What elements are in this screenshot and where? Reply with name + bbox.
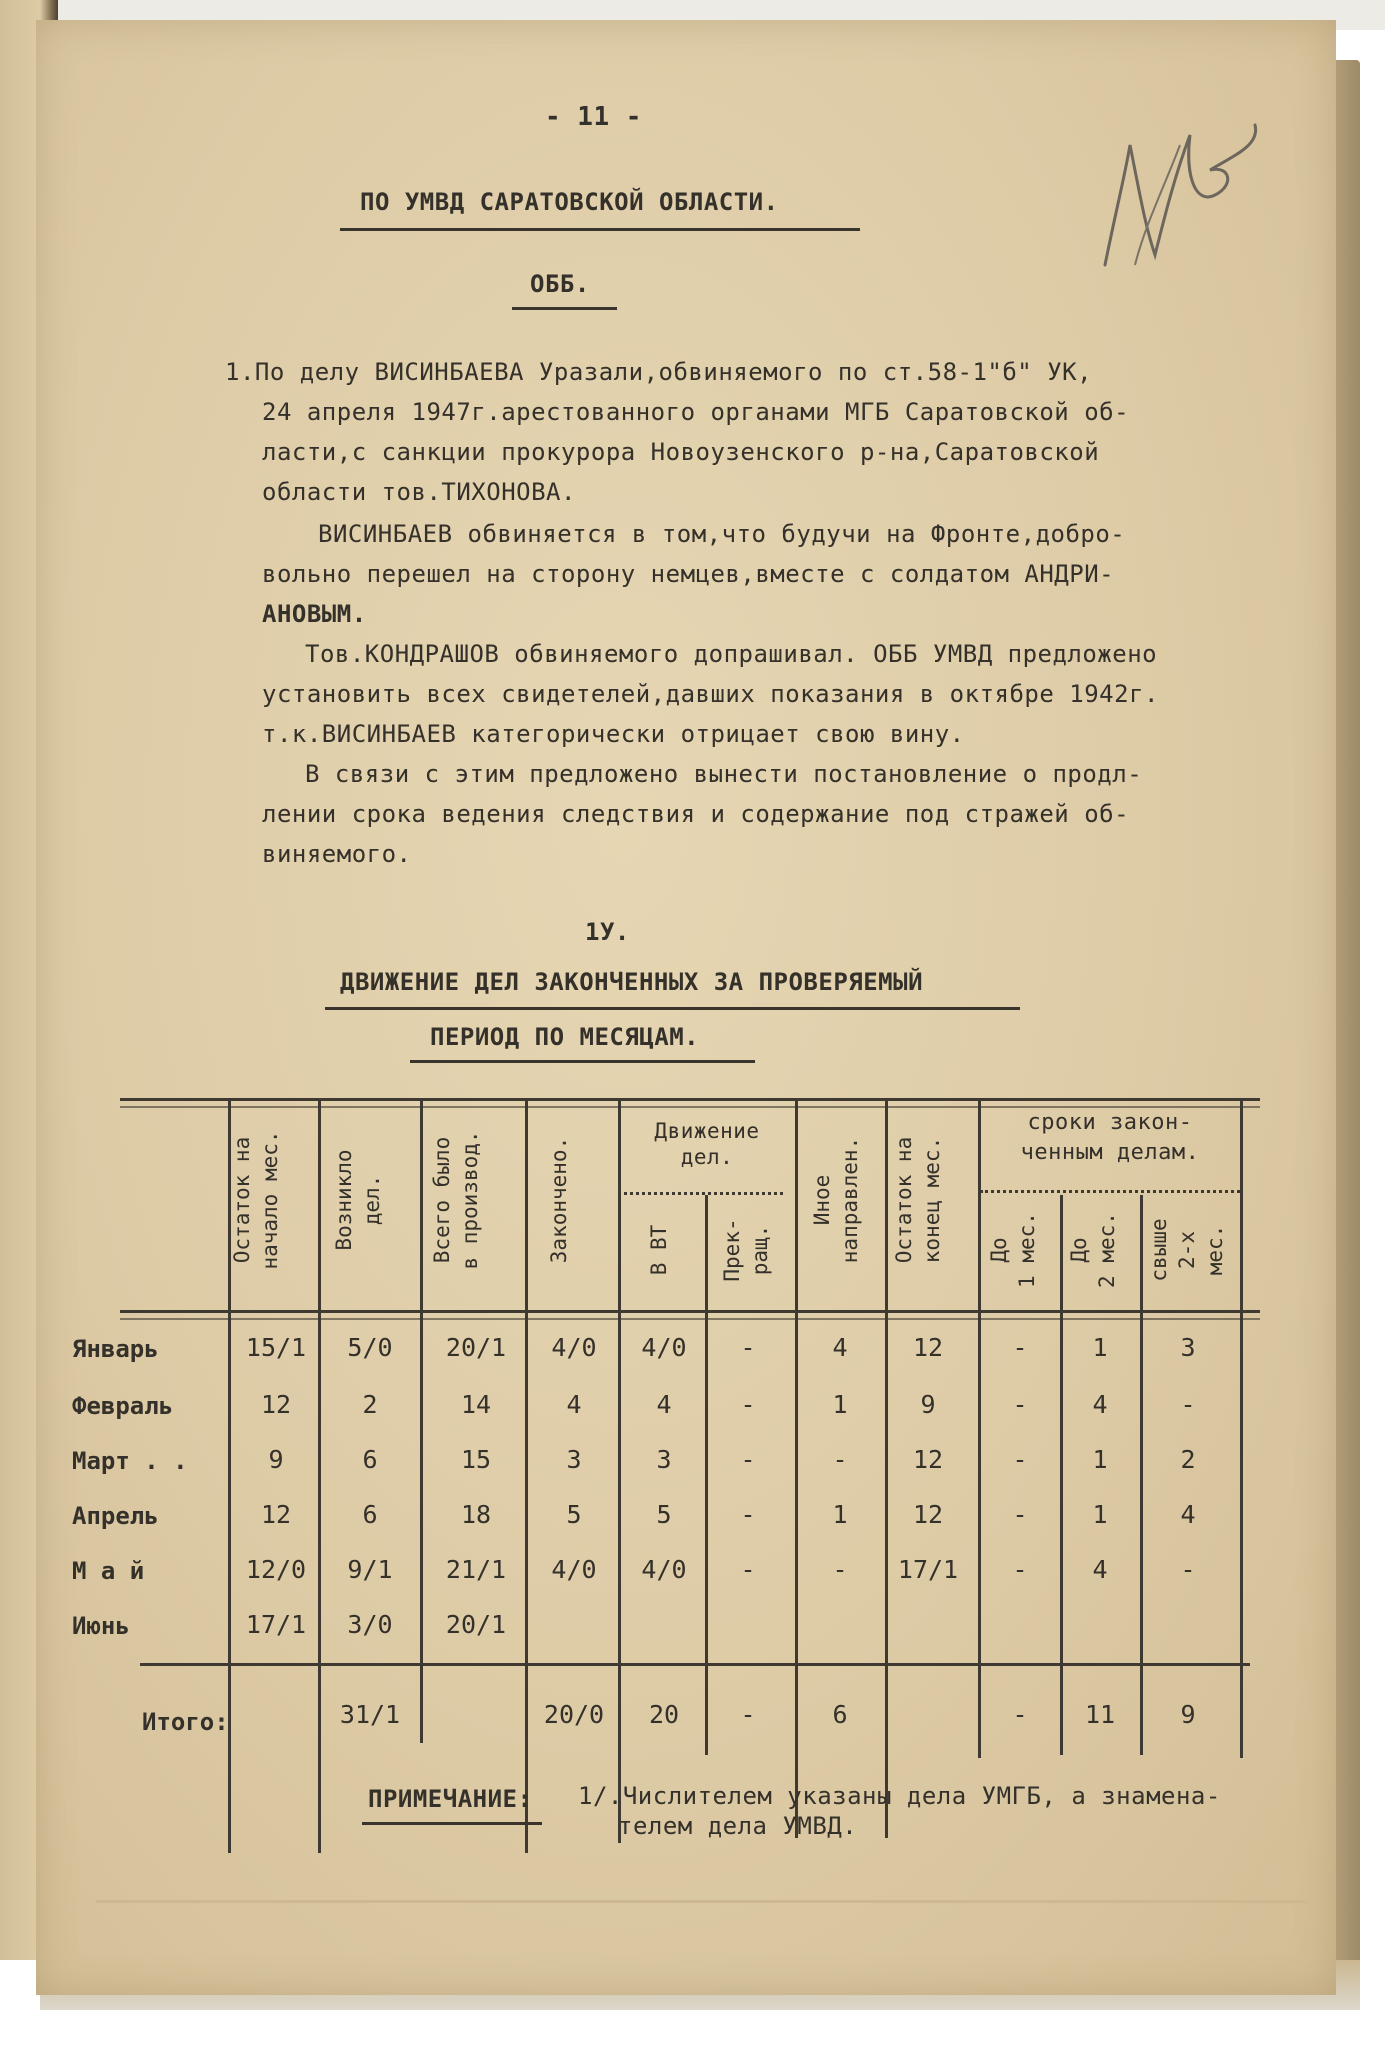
table-title-line-2: ПЕРИОД ПО МЕСЯЦАМ.: [430, 1023, 700, 1051]
subheading-underline: [512, 307, 617, 310]
table-top-rule: [120, 1098, 1260, 1101]
table-cell: -: [740, 1333, 756, 1362]
table-title-underline-1: [325, 1007, 1020, 1010]
table-cell: 4/0: [551, 1333, 597, 1362]
table-cell: 6: [362, 1445, 378, 1474]
row-month-label: Март . .: [72, 1447, 188, 1475]
page-fold-line: [96, 1900, 1306, 1903]
table-cell: -: [832, 1555, 848, 1584]
table-cell: 18: [460, 1500, 492, 1529]
paragraph-line-7: АНОВЫМ.: [262, 600, 367, 628]
section-number: 1У.: [585, 918, 630, 946]
total-cell: -: [740, 1700, 756, 1729]
header-vsego: Всего было в производ.: [430, 1130, 482, 1270]
col-line-3: [420, 1098, 423, 1743]
table-cell: 3: [1180, 1333, 1196, 1362]
table-cell: 6: [362, 1500, 378, 1529]
table-cell: 4: [566, 1390, 582, 1419]
table-cell: 21/1: [445, 1555, 507, 1584]
table-cell: -: [832, 1445, 848, 1474]
col-line-2: [318, 1098, 321, 1853]
table-cell: 4: [656, 1390, 672, 1419]
table-cell: 4: [1092, 1390, 1108, 1419]
total-cell: 20: [648, 1700, 680, 1729]
table-header-rule-2: [120, 1318, 1260, 1320]
total-label: Итого:: [142, 1708, 229, 1736]
table-title-underline-2: [410, 1060, 755, 1063]
total-cell: 6: [832, 1700, 848, 1729]
col-line-10: [1060, 1195, 1063, 1755]
header-ostatok-nachalo: Остаток на начало мес.: [230, 1130, 282, 1270]
header-inoe: Иное направлен.: [810, 1136, 862, 1264]
table-cell: 14: [460, 1390, 492, 1419]
table-cell: -: [1012, 1390, 1028, 1419]
paragraph-line-1: 1.По делу ВИСИНБАЕВА Уразали,обвиняемого по ст.58-1"б" УК,: [225, 358, 1093, 386]
table-cell: 1: [832, 1390, 848, 1419]
table-cell: 1: [1092, 1333, 1108, 1362]
table-cell: 4/0: [551, 1555, 597, 1584]
table-cell: -: [740, 1390, 756, 1419]
paragraph-line-6: вольно перешел на сторону немцев,вместе с солдатом АНДРИ-: [262, 560, 1115, 588]
paragraph-line-12: лении срока ведения следствия и содержание под стражей об-: [262, 800, 1130, 828]
movement-divider: [618, 1192, 783, 1195]
total-cell: 20/0: [543, 1700, 605, 1729]
note-line-2: телем дела УМВД.: [618, 1812, 858, 1840]
table-title-line-1: ДВИЖЕНИЕ ДЕЛ ЗАКОНЧЕННЫХ ЗА ПРОВЕРЯЕМЫЙ: [340, 968, 924, 996]
table-cell: -: [1180, 1555, 1196, 1584]
table-cell: 17/1: [245, 1610, 307, 1639]
table-cell: 1: [1092, 1500, 1108, 1529]
paragraph-line-10: т.к.ВИСИНБАЕВ категорически отрицает свою вину.: [262, 720, 965, 748]
table-total-rule: [140, 1663, 1250, 1666]
row-month-label: Апрель: [72, 1502, 159, 1530]
table-cell: 9: [920, 1390, 936, 1419]
table-cell: 12: [260, 1390, 292, 1419]
col-line-6: [705, 1195, 708, 1755]
total-cell: 11: [1084, 1700, 1116, 1729]
header-ostatok-konec: Остаток на конец мес.: [892, 1136, 944, 1264]
table-cell: -: [740, 1555, 756, 1584]
header-do-1: До 1 мес.: [987, 1212, 1039, 1288]
table-cell: 1: [832, 1500, 848, 1529]
note-line-1: 1/.Числителем указаны дела УМГБ, а знамена-: [578, 1782, 1221, 1810]
note-label: ПРИМЕЧАНИЕ:: [368, 1785, 533, 1813]
row-month-label: Июнь: [72, 1612, 130, 1640]
paragraph-line-4: области тов.ТИХОНОВА.: [262, 478, 576, 506]
row-month-label: Январь: [72, 1335, 159, 1363]
table-cell: 12: [912, 1333, 944, 1362]
table-cell: 2: [362, 1390, 378, 1419]
total-cell: 31/1: [339, 1700, 401, 1729]
table-cell: 5/0: [347, 1333, 393, 1362]
header-sroki: сроки закон- ченным делам.: [1020, 1110, 1200, 1165]
table-cell: 20/1: [445, 1610, 507, 1639]
header-dvizhenie: Движение дел.: [654, 1119, 760, 1169]
table-cell: 9/1: [347, 1555, 393, 1584]
table-cell: 12: [260, 1500, 292, 1529]
page-number: - 11 -: [545, 102, 642, 132]
table-cell: 1: [1092, 1445, 1108, 1474]
table-cell: 4: [1180, 1500, 1196, 1529]
row-month-label: М а й: [72, 1557, 145, 1585]
table-cell: 12: [912, 1445, 944, 1474]
table-cell: 20/1: [445, 1333, 507, 1362]
header-prekrash: Прек- ращ.: [720, 1218, 772, 1282]
col-line-11: [1140, 1195, 1143, 1755]
paragraph-line-9: установить всех свидетелей,давших показания в октябре 1942г.: [262, 680, 1159, 708]
total-cell: 9: [1180, 1700, 1196, 1729]
header-svyshe-2: свыше 2-х мес.: [1147, 1218, 1227, 1282]
table-cell: 2: [1180, 1445, 1196, 1474]
table-cell: 4: [832, 1333, 848, 1362]
table-cell: 17/1: [897, 1555, 959, 1584]
header-vozniklo: Возникло дел.: [332, 1149, 384, 1251]
table-cell: 3/0: [347, 1610, 393, 1639]
note-label-underline: [362, 1822, 542, 1825]
table-cell: 4: [1092, 1555, 1108, 1584]
paragraph-line-2: 24 апреля 1947г.арестованного органами МГБ Саратовской об-: [262, 398, 1130, 426]
subheading: ОББ.: [530, 270, 590, 298]
col-line-12: [1240, 1098, 1243, 1758]
handwritten-initials: [1085, 115, 1270, 275]
table-cell: -: [740, 1500, 756, 1529]
paragraph-line-3: ласти,с санкции прокурора Новоузенского р-на,Саратовской: [262, 438, 1100, 466]
header-do-2: До 2 мес.: [1067, 1212, 1119, 1288]
table-cell: 9: [268, 1445, 284, 1474]
page-heading: ПО УМВД САРАТОВСКОЙ ОБЛАСТИ.: [360, 188, 779, 216]
terms-divider: [980, 1190, 1240, 1193]
table-cell: 3: [656, 1445, 672, 1474]
table-cell: -: [1012, 1555, 1028, 1584]
header-v-vt: В ВТ: [647, 1224, 671, 1276]
table-cell: -: [1180, 1390, 1196, 1419]
table-cell: 15: [460, 1445, 492, 1474]
table-cell: 15/1: [245, 1333, 307, 1362]
total-cell: -: [1012, 1700, 1028, 1729]
table-cell: 3: [566, 1445, 582, 1474]
table-cell: 4/0: [641, 1333, 687, 1362]
table-cell: 5: [656, 1500, 672, 1529]
table-cell: 12: [912, 1500, 944, 1529]
paragraph-line-8: Тов.КОНДРАШОВ обвиняемого допрашивал. ОББ УМВД предложено: [305, 640, 1158, 668]
paragraph-line-5: ВИСИНБАЕВ обвиняется в том,что будучи на Фронте,добро-: [318, 520, 1126, 548]
col-line-4: [525, 1098, 528, 1853]
table-cell: -: [740, 1445, 756, 1474]
table-cell: -: [1012, 1500, 1028, 1529]
table-cell: -: [1012, 1333, 1028, 1362]
table-header-rule: [120, 1310, 1260, 1313]
paragraph-line-11: В связи с этим предложено вынести постановление о продл-: [305, 760, 1143, 788]
table-cell: 12/0: [245, 1555, 307, 1584]
table-cell: 5: [566, 1500, 582, 1529]
row-month-label: Февраль: [72, 1392, 174, 1420]
table-cell: -: [1012, 1445, 1028, 1474]
heading-underline: [340, 228, 860, 231]
paragraph-line-13: виняемого.: [262, 840, 412, 868]
header-zakoncheno: Закончено.: [547, 1136, 571, 1264]
col-line-9: [978, 1098, 981, 1758]
table-cell: 4/0: [641, 1555, 687, 1584]
